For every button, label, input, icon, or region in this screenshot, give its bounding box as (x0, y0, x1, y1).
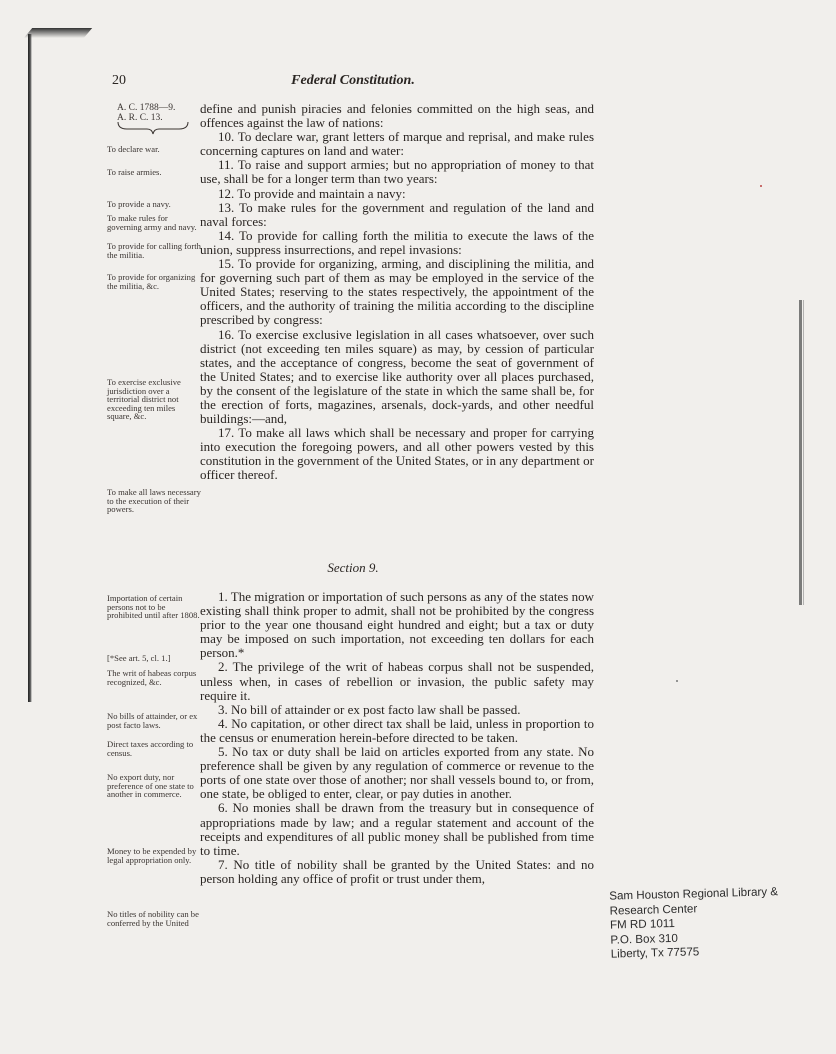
brace-mark (117, 121, 189, 135)
paragraph-continuation: define and punish piracies and felonies committed on the high seas, and offences against the law of nations: (200, 101, 594, 131)
margin-note: Importation of certain persons not to be prohibited until after 1808. (107, 593, 200, 621)
margin-note: No export duty, nor preference of one state to another in commerce. (107, 772, 194, 800)
margin-note: To exercise exclusive jurisdiction over a territorial district not exceeding ten miles square, &c. (107, 377, 181, 422)
margin-note: No titles of nobility can be conferred by the United (107, 909, 199, 928)
stamp-line: Research Center (609, 901, 698, 918)
margin-note: To make all laws necessary to the execution of their powers. (107, 487, 201, 515)
scan-edge-shadow (28, 34, 32, 702)
paragraph-section9-2: 2. The privilege of the writ of habeas corpus shall not be suspended, unless when, in cases of rebellion or invasion, the public safety may require it. (200, 659, 594, 703)
article-body-upper (200, 102, 594, 483)
scan-edge-line (799, 300, 802, 605)
paragraph-clause-11: 11. To raise and support armies; but no appropriation of money to that use, shall be for a longer term than two years: (200, 157, 594, 187)
margin-note: To provide for calling forth the militia. (107, 241, 201, 260)
paragraph-clause-13: 13. To make rules for the government and regulation of the land and naval forces: (200, 199, 594, 229)
paragraph-section9-3: 3. No bill of attainder or ex post facto law shall be passed. (218, 701, 521, 717)
margin-note: To raise armies. (107, 167, 162, 177)
paragraph-clause-10: 10. To declare war, grant letters of marque and reprisal, and make rules concerning captures on land and water: (200, 129, 594, 159)
paragraph-clause-14: 14. To provide for calling forth the militia to execute the laws of the union, suppress insurrections, and repel invasions: (200, 227, 594, 257)
paragraph-section9-4: 4. No capitation, or other direct tax shall be laid, unless in proportion to the census or enumeration herein-before directed to be taken. (200, 715, 594, 745)
section-heading: Section 9. (327, 560, 379, 575)
margin-note: To declare war. (107, 144, 160, 154)
margin-note: Money to be expended by legal appropriation only. (107, 846, 197, 865)
margin-note: No bills of attainder, or ex post facto laws. (107, 711, 198, 730)
paragraph-clause-17: 17. To make all laws which shall be necessary and proper for carrying into execution the foregoing powers, and all other powers vested by this constitution in the government of the United States, or in any department or officer thereof. (200, 425, 594, 483)
margin-note: To provide for organizing the militia, &c. (107, 272, 196, 291)
page-number: 20 (112, 73, 126, 88)
stamp-line: FM RD 1011 (609, 917, 676, 932)
library-stamp (609, 884, 811, 962)
paragraph-section9-7: 7. No title of nobility shall be granted by the United States: and no person holding any office of profit or trust under them, (200, 856, 594, 886)
scan-edge-line-inner (803, 300, 804, 605)
paragraph-clause-15: 15. To provide for organizing, arming, and disciplining the militia, and for governing such part of them as may be employed in the service of the United States; reserving to the states respectively, the appointment of the officers, and the authority of training the militia according to the discipline prescribed by congress: (200, 256, 594, 328)
margin-note: To make rules for governing army and navy. (107, 213, 197, 232)
margin-note: To provide a navy. (107, 199, 171, 209)
paragraph-clause-16: 16. To exercise exclusive legislation in all cases whatsoever, over such district (not exceeding ten miles square) as may, by cession of particular states, and the acceptance of congress, become the seat of government of the United States; and to exercise like authority over all places purchased, by the consent of the legislature of the state in which the same shall be, for the erection of forts, magazines, arsenals, dock-yards, and other needful buildings:—and, (200, 326, 594, 427)
article-body-lower (200, 590, 594, 886)
margin-note: [*See art. 5, cl. 1.] (107, 653, 171, 663)
scan-speck (676, 680, 678, 682)
stamp-line: Sam Houston Regional Library & (609, 885, 779, 903)
stamp-line: P.O. Box 310 (610, 931, 679, 947)
scan-speck (760, 185, 762, 187)
page-header (112, 73, 594, 93)
margin-note: Direct taxes according to census. (107, 739, 194, 758)
margin-note: The writ of habeas corpus recognized, &c. (107, 668, 197, 687)
paragraph-clause-12: 12. To provide and maintain a navy: (218, 185, 406, 201)
stamp-line: Liberty, Tx 77575 (610, 945, 700, 961)
paragraph-section9-6: 6. No monies shall be drawn from the treasury but in consequence of appropriations made by law; and a regular statement and account of the receipts and expenditures of all public money shall be published from time to time. (200, 800, 594, 858)
margin-note: A. C. 1788—9. A. R. C. 13. (117, 103, 176, 123)
paragraph-section9-5: 5. No tax or duty shall be laid on articles exported from any state. No preference shall be given by any regulation of commerce or revenue to the ports of one state over those of another; nor shall vessels bound to, or from, one state, be obliged to enter, clear, or pay duties in another. (200, 744, 594, 802)
paragraph-section9-1: 1. The migration or importation of such persons as any of the states now existing shall think proper to admit, shall not be prohibited by the congress prior to the year one thousand eight hundred and eight; but a tax or duty may be imposed on such importation, not exceeding ten dollars for each person.* (200, 589, 594, 661)
scan-corner-shadow (24, 28, 92, 38)
running-title: Federal Constitution. (291, 73, 415, 88)
